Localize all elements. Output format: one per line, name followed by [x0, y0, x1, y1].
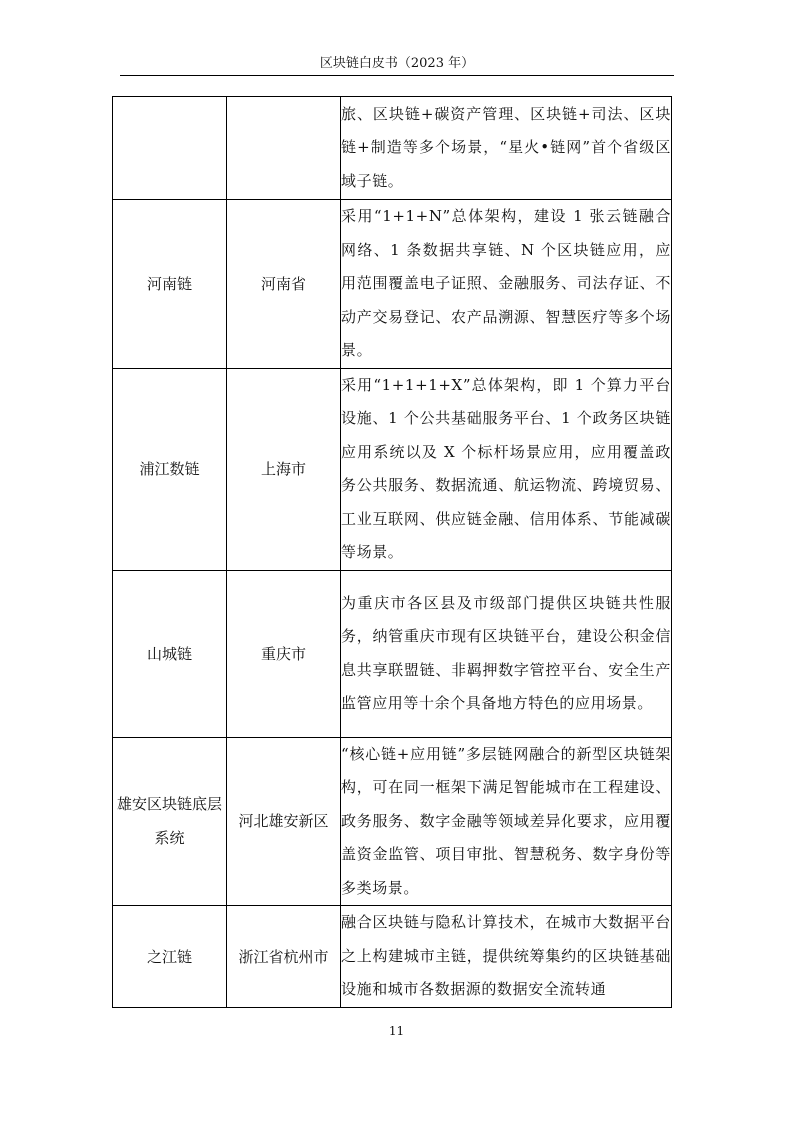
- chain-name: 之江链: [113, 906, 227, 1008]
- chain-description: 融合区块链与隐私计算技术，在城市大数据平台之上构建城市主链，提供统筹集约的区块链基础设施和城市各数据源的数据安全流转通: [341, 906, 672, 1008]
- table-row: [113, 368, 672, 570]
- chain-name: 雄安区块链底层系统: [113, 737, 227, 906]
- page-header: 区块链白皮书（2023 年）: [319, 56, 475, 71]
- table-row: [113, 737, 672, 906]
- chain-description: 为重庆市各区县及市级部门提供区块链共性服务，纳管重庆市现有区块链平台，建设公积金信息共享联盟链、非羁押数字管控平台、安全生产监管应用等十余个具备地方特色的应用场景。: [341, 570, 672, 737]
- chain-region: 上海市: [227, 368, 341, 570]
- table-row: [113, 570, 672, 737]
- chain-name: 浦江数链: [113, 368, 227, 570]
- chain-description: 采用“1+1+1+X”总体架构，即 1 个算力平台设施、1 个公共基础服务平台、1 个政务区块链应用系统以及 X 个标杆场景应用，应用覆盖政务公共服务、数据流通、航运物流、跨境贸易、工业互联网、供应链金融、信用体系、节能减碳等场景。: [341, 368, 672, 570]
- chain-description: 采用“1+1+N”总体架构，建设 1 张云链融合网络、1 条数据共享链、N 个区块链应用，应用范围覆盖电子证照、金融服务、司法存证、不动产交易登记、农产品溯源、智慧医疗等多个场景。: [341, 200, 672, 369]
- blockchain-table: [112, 96, 672, 1008]
- chain-region: 重庆市: [227, 570, 341, 737]
- chain-region: [227, 97, 341, 200]
- chain-description: “核心链+应用链”多层链网融合的新型区块链架构，可在同一框架下满足智能城市在工程建设、政务服务、数字金融等领域差异化要求，应用覆盖资金监管、项目审批、智慧税务、数字身份等多类场景。: [341, 737, 672, 906]
- chain-name: 山城链: [113, 570, 227, 737]
- table-row: [113, 97, 672, 200]
- chain-description: 旅、区块链+碳资产管理、区块链+司法、区块链+制造等多个场景，“星火•链网”首个省级区域子链。: [341, 97, 672, 200]
- page-number: 11: [388, 1024, 405, 1038]
- chain-name: 河南链: [113, 200, 227, 369]
- table-row: [113, 906, 672, 1008]
- chain-name: [113, 97, 227, 200]
- table-row: [113, 200, 672, 369]
- chain-region: 浙江省杭州市: [227, 906, 341, 1008]
- header-rule: [120, 75, 674, 76]
- chain-region: 河北雄安新区: [227, 737, 341, 906]
- chain-region: 河南省: [227, 200, 341, 369]
